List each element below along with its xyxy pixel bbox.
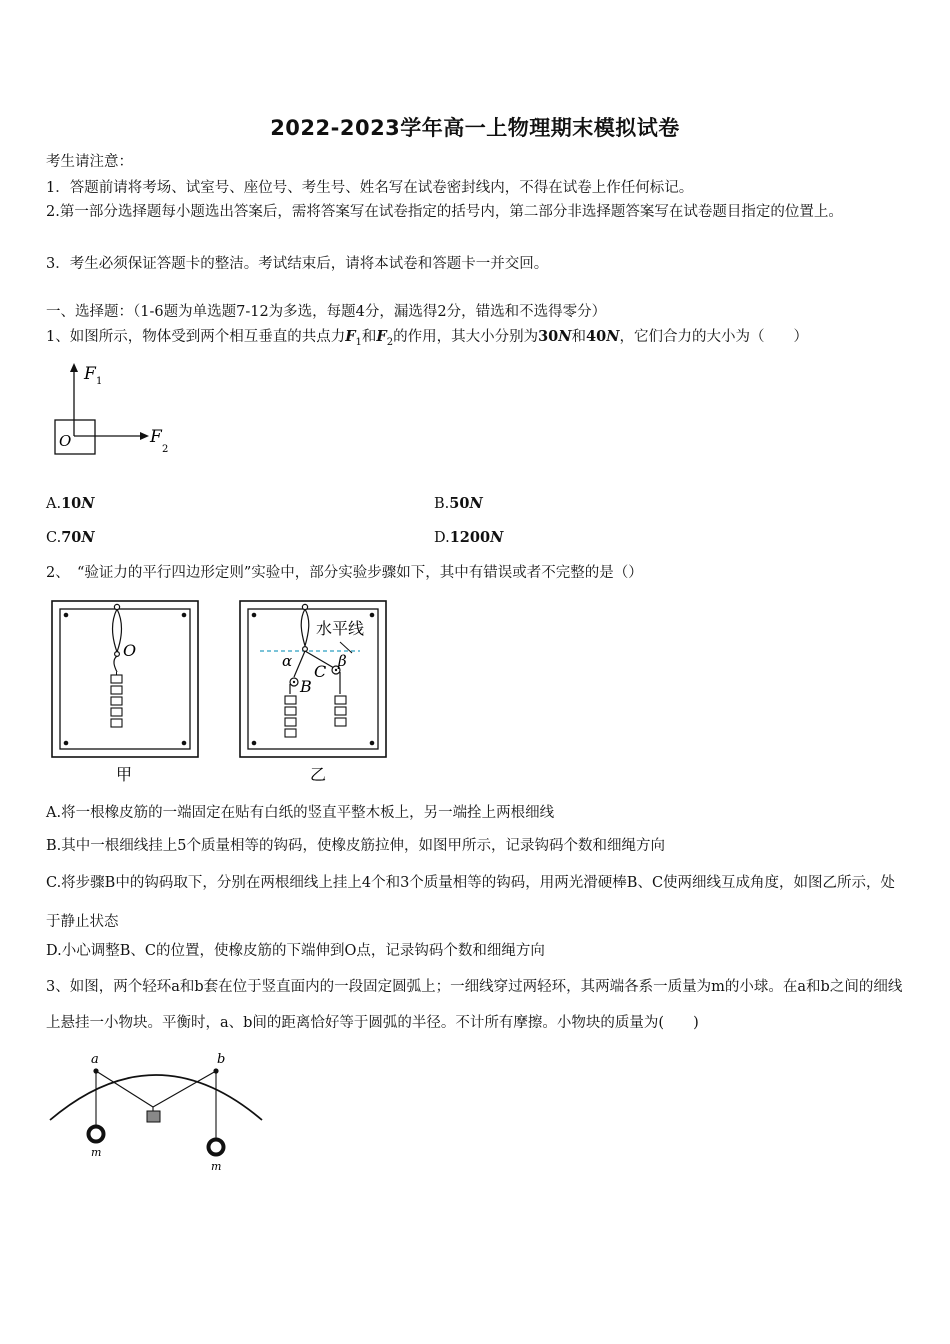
q1-option-d-value: 1200 — [449, 529, 491, 546]
q2-experiment-diagram — [50, 598, 395, 786]
board-yi — [236, 601, 386, 757]
q2-label-b: B — [300, 677, 312, 696]
q1-stem-b: 的作用，其大小分别为 — [393, 329, 539, 345]
section-heading: 一、选择题：（1-6题为单选题7-12为多选，每题4分，漏选得2分，错选和不选得零分） — [46, 304, 607, 320]
q1-option-d-key: D. — [434, 530, 450, 546]
q1-label-f2-sub: 2 — [162, 444, 169, 455]
q1-stem — [46, 327, 808, 353]
board-jia — [52, 601, 198, 757]
q1-option-d-unit: N — [490, 529, 504, 546]
q1-option-a-value: 10 — [61, 495, 82, 512]
q2-option-c[interactable]: C.将步骤B中的钩码取下，分别在两根细线上挂上4个和3个质量相等的钩码，用两光滑硬棒B、C使两细线互成角度，如图乙所示，处于静止状态 — [46, 875, 896, 930]
q1-label-f2: F — [150, 427, 162, 447]
q1-option-c-key: C. — [46, 530, 62, 546]
notice-heading: 考生请注意： — [46, 154, 133, 170]
q1-option-b-unit: N — [469, 495, 483, 512]
q1-option-b-key: B. — [434, 496, 450, 512]
q1-unit2: N — [606, 328, 620, 345]
q1-f1: F — [345, 328, 356, 345]
notice-item-2: 2.第一部分选择题每小题选出答案后，需将答案写在试卷指定的括号内，第二部分非选择题答案写在试卷题目指定的位置上。 — [46, 204, 843, 220]
q3-ball-left — [89, 1127, 104, 1142]
q1-f1-sub: 1 — [355, 336, 362, 348]
q1-stem-a: 1、如图所示，物体受到两个相互垂直的共点力 — [46, 329, 346, 345]
q1-and: 和 — [361, 329, 377, 345]
q2-option-d[interactable]: D.小心调整B、C的位置，使橡皮筋的下端伸到O点，记录钩码个数和细绳方向 — [46, 943, 545, 959]
q2-label-horizontal: 水平线 — [316, 619, 365, 638]
q3-label-m-right: m — [211, 1160, 222, 1173]
q3-label-a: a — [91, 1052, 99, 1067]
q1-f2: F — [376, 328, 387, 345]
q1-option-c-unit: N — [81, 529, 95, 546]
q1-option-a[interactable] — [46, 495, 95, 512]
q2-label-c: C — [314, 662, 327, 681]
q1-option-b[interactable] — [434, 495, 483, 512]
page-title: 2022-2023学年高一上物理期末模拟试卷 — [270, 116, 680, 140]
q2-caption-yi: 乙 — [310, 765, 327, 784]
q1-option-b-value: 50 — [449, 495, 470, 512]
q3-stem: 3、如图，两个轻环a和b套在位于竖直面内的一段固定圆弧上；一细线穿过两轻环，其两端各系一质量为m的小球。在a和b之间的细线上悬挂一小物块。平衡时，a、b间的距离恰好等于圆弧的半径。不计所有摩擦。小物块的质量为( ) — [46, 979, 903, 1031]
q3-arc-diagram — [46, 1050, 276, 1173]
q2-label-o: O — [123, 641, 137, 660]
q2-option-a[interactable]: A.将一根橡皮筋的一端固定在贴有白纸的竖直平整木板上，另一端拴上两根细线 — [46, 805, 555, 821]
q3-ball-right — [209, 1140, 224, 1155]
q2-label-alpha: α — [282, 652, 293, 670]
q1-option-a-unit: N — [81, 495, 95, 512]
q1-option-c-value: 70 — [61, 529, 82, 546]
q1-v2: 40 — [586, 328, 607, 345]
q1-and2: 和 — [571, 329, 587, 345]
q1-f2-sub: 2 — [386, 336, 394, 348]
q2-caption-jia: 甲 — [116, 765, 133, 784]
q1-stem-c: ，它们合力的大小为（ ） — [619, 329, 808, 345]
q1-option-c[interactable] — [46, 529, 95, 546]
q1-label-f1-sub: 1 — [96, 376, 103, 387]
q1-v1: 30 — [538, 328, 559, 345]
q1-option-a-key: A. — [46, 496, 62, 512]
q1-force-diagram — [50, 358, 180, 458]
q1-label-o: O — [59, 432, 72, 450]
q1-option-d[interactable] — [434, 529, 503, 546]
notice-item-3: 3．考生必须保证答题卡的整洁。考试结束后，请将本试卷和答题卡一并交回。 — [46, 256, 549, 272]
q1-f2-arrowhead — [140, 432, 149, 440]
q2-label-beta: β — [338, 652, 347, 670]
q3-label-b: b — [217, 1052, 226, 1067]
q3-label-m-left: m — [91, 1146, 102, 1159]
q2-option-b[interactable]: B.其中一根细线挂上5个质量相等的钩码，使橡皮筋拉伸，如图甲所示，记录钩码个数和细绳方向 — [46, 838, 665, 854]
q1-f1-arrowhead — [70, 363, 78, 372]
q1-unit1: N — [558, 328, 572, 345]
q3-block — [147, 1111, 160, 1122]
q1-label-f1: F — [84, 364, 96, 384]
notice-item-1: 1．答题前请将考场、试室号、座位号、考生号、姓名写在试卷密封线内，不得在试卷上作任何标记。 — [46, 180, 694, 196]
q2-stem: 2、 “验证力的平行四边形定则”实验中，部分实验步骤如下，其中有错误或者不完整的是（） — [46, 565, 643, 581]
